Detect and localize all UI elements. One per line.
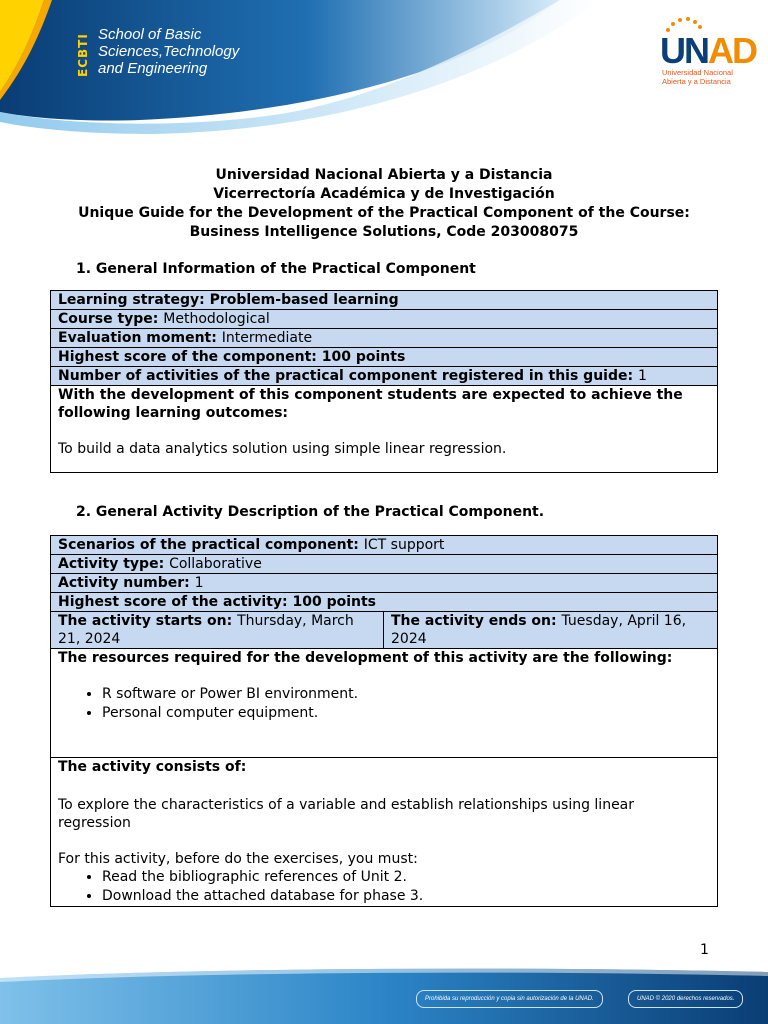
- start-date-cell: The activity starts on: Thursday, March 21, 2024: [51, 612, 384, 649]
- ecbti-label: ECBTI: [76, 33, 90, 77]
- table-row: Number of activities of the practical component registered in this guide: 1: [51, 367, 718, 386]
- title-line: Business Intelligence Solutions, Code 203008075: [189, 224, 579, 240]
- end-date-cell: The activity ends on: Tuesday, April 16, 2024: [384, 612, 718, 649]
- table-row: Activity type: Collaborative: [51, 555, 718, 574]
- footer-notice: Prohibida su reproducción y copia sin autorización de la UNAD.: [416, 990, 603, 1008]
- before-text: For this activity, before do the exercises, you must:: [58, 851, 418, 867]
- table-row: Evaluation moment: Intermediate: [51, 329, 718, 348]
- page-number: 1: [700, 942, 709, 958]
- list-item: • Read the bibliographic references of Unit 2.: [102, 868, 710, 887]
- logo-wordmark: UNAD: [660, 30, 756, 71]
- school-line: School of Basic: [98, 26, 202, 43]
- page-header: [0, 0, 768, 140]
- school-line: and Engineering: [98, 60, 208, 77]
- section-2-heading: 2. General Activity Description of the Practical Component.: [76, 504, 545, 520]
- dates-row: [51, 612, 718, 649]
- table-row: Course type: Methodological: [51, 310, 718, 329]
- outcomes-text: To build a data analytics solution using simple linear regression.: [58, 441, 507, 457]
- resources-heading: The resources required for the development of this activity are the following:: [58, 650, 673, 666]
- resources-list: [58, 685, 710, 723]
- table-row: [51, 649, 718, 758]
- table-row: Scenarios of the practical component: ICT support: [51, 536, 718, 555]
- section-1-heading: 1. General Information of the Practical Component: [76, 261, 476, 277]
- school-line: Sciences,Technology: [98, 43, 240, 60]
- before-list: [58, 868, 710, 906]
- footer-copyright: UNAD © 2020 derechos reservados.: [628, 990, 743, 1008]
- outcomes-heading: With the development of this component students are expected to achieve the following learning outcomes:: [58, 387, 683, 421]
- consists-heading: The activity consists of:: [58, 759, 247, 775]
- school-name: [98, 26, 239, 77]
- list-item: • R software or Power BI environment.: [102, 685, 710, 704]
- title-line: Vicerrectoría Académica y de Investigación: [213, 186, 555, 202]
- document-titles: [0, 166, 768, 242]
- table-row: Activity number: 1: [51, 574, 718, 593]
- list-item: • Download the attached database for phase 3.: [102, 887, 710, 906]
- consists-text: To explore the characteristics of a variable and establish relationships using linear regression: [58, 797, 635, 831]
- title-line: Unique Guide for the Development of the Practical Component of the Course:: [78, 205, 690, 221]
- unad-logo: [660, 16, 756, 86]
- table-row: Highest score of the activity: 100 points: [51, 593, 718, 612]
- table-row: Highest score of the component: 100 points: [51, 348, 718, 367]
- table-row: Learning strategy: Problem-based learning: [51, 291, 718, 310]
- logo-subtitle: Universidad Nacional Abierta y a Distancia: [662, 68, 733, 86]
- activity-table: [50, 535, 718, 907]
- list-item: • Personal computer equipment.: [102, 704, 710, 723]
- title-line: Universidad Nacional Abierta y a Distancia: [215, 167, 553, 183]
- table-row: [51, 386, 718, 473]
- table-row: [51, 758, 718, 907]
- general-info-table: [50, 290, 718, 473]
